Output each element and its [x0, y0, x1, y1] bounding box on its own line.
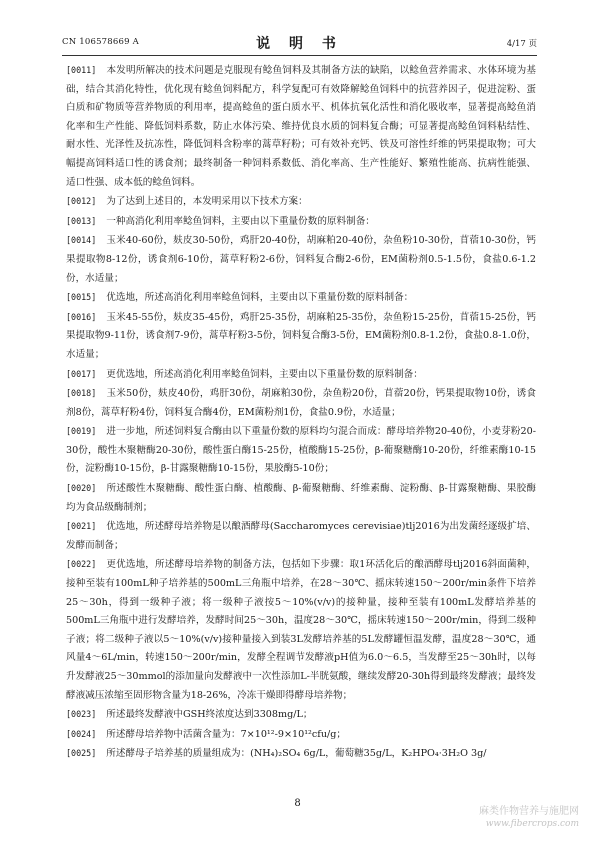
paragraph-number: [0025]: [66, 748, 97, 759]
paragraph-text: 所述酵母子培养基的质量组成为：(NH₄)₂SO₄ 6g/L，葡萄糖35g/L，K₂HPO₄·3H₂O 3g/: [106, 748, 487, 760]
watermark-url: www.fibercrops.com: [485, 819, 579, 829]
paragraph-text: 玉米45-55份，麸皮35-45份，鸡肝25-35份，胡麻粕25-35份，杂鱼粉15-25份，苜蓿15-25份，钙果提取物9-11份，诱食剂7-9份，蒿草籽粉3-5份，饲料复合酶3-5份，EM菌粉剂0.8-1.2份，食盐0.8-1.0份，水适量；: [66, 311, 536, 360]
paragraph-text: 玉米50份，麸皮40份，鸡肝30份，胡麻粕30份，杂鱼粉20份，苜蓿20份，钙果提取物10份，诱食剂8份，蒿草籽粉4份，饲料复合酶4份，EM菌粉剂1份，食盐0.9份，水适量；: [66, 388, 536, 418]
paragraph-text: 为了达到上述目的，本发明采用以下技术方案：: [106, 196, 308, 208]
paragraph-text: 优选地，所述酵母培养物是以酿酒酵母(Saccharomyces cerevisiae)tlj2016为出发菌经逐级扩培、发酵而制备；: [66, 521, 536, 551]
paragraph: [66, 517, 536, 555]
paragraph-text: 所述酵母培养物中活菌含量为：7×10¹²-9×10¹²cfu/g；: [106, 728, 346, 740]
paragraph-number: [0011]: [66, 65, 97, 75]
document-title: 说 明 书: [256, 36, 343, 52]
patent-number: CN 106578669 A: [62, 37, 139, 47]
paragraph-text: 本发明所解决的技术问题是克服现有鲶鱼饲料及其制备方法的缺陷，以鲶鱼营养需求、水体环境为基础，结合其消化特性，优化现有鲶鱼饲料配方，科学复配可有效降解鲶鱼饲料中的抗营养因子，促进淀粉、蛋白质和矿物质等营养物质的利用率，提高鲶鱼的蛋白质水平、机体抗氧化活性和消化吸收率，显著提高鲶鱼消化率和生产性能、降低饲料系数，防止水体污染、维持优良水质的饲料复合酶；可显著提高鲶鱼饲料粘结性、耐水性、光泽性及抗冻性，降低饲料含粉率的蒿草籽粉；可有效补充钙、铁及可溶性纤维的钙果提取物；可大幅提高饲料适口性的诱食剂；最终制备一种饲料系数低、消化率高、生产性能好、繁殖性能高、抗病性能强、适口性强、成本低的鲶鱼饲料。: [66, 65, 536, 188]
paragraph: [66, 212, 536, 232]
paragraph-text: 所述最终发酵液中GSH终浓度达到3308mg/L；: [106, 709, 313, 721]
paragraph: [66, 231, 536, 288]
paragraph-text: 优选地，所述高消化利用率鲶鱼饲料，主要由以下重量份数的原料制备：: [106, 292, 414, 304]
paragraph: [66, 705, 536, 725]
paragraph-number: [0023]: [66, 709, 97, 720]
paragraph-number: [0012]: [66, 196, 97, 207]
paragraph-text: 更优选地，所述酵母培养物的制备方法，包括如下步骤：取1环活化后的酿酒酵母tlj2016斜面菌种，接种至装有100mL种子培养基的500mL三角瓶中培养，在28～30℃、摇床转速150～200r/min条件下培养25～30h，得到一级种子液；将一级种子液按5～10%(v/v)的接种量，接种至装有100mL发酵培养基的500mL三角瓶中进行发酵培养，发酵时间25～30h，温度28～30℃，摇床转速150～200r/min，得到二级种子液；将二级种子液以5～10%(v/v)接种量接入到装3L发酵培养基的5L发酵罐恒温发酵，温度28～30℃，通风量4～6L/min，转速150～200r/min，发酵全程调节发酵液pH值为6.0～6.5，当发酵至25～30h时，以每升发酵液25～30mmol的添加量向发酵液中一次性添加L-半胱氨酸，继续发酵20-30h得到最终发酵液；最终发酵液减压浓缩至固形物含量为18-26%，冷冻干燥即得酵母培养物；: [66, 559, 536, 701]
paragraph-number: [0013]: [66, 215, 97, 226]
paragraph-text: 一种高消化利用率鲶鱼饲料，主要由以下重量份数的原料制备：: [106, 215, 375, 227]
paragraph-text: 所述酸性木聚糖酶、酸性蛋白酶、植酸酶、β-葡聚糖酶、纤维素酶、淀粉酶、β-甘露聚糖酶、果胶酶均为食品级酶制剂；: [66, 483, 536, 513]
paragraph-number: [0024]: [66, 728, 97, 739]
paragraph-number: [0018]: [66, 388, 97, 399]
paragraph: [66, 725, 536, 745]
header-divider: [62, 55, 537, 56]
paragraph-number: [0021]: [66, 521, 97, 532]
paragraph-number: [0019]: [66, 426, 97, 437]
paragraph-number: [0020]: [66, 483, 97, 494]
paragraph: [66, 61, 536, 192]
paragraph-text: 玉米40-60份，麸皮30-50份，鸡肝20-40份，胡麻粕20-40份，杂鱼粉10-30份，苜蓿10-30份，钙果提取物8-12份，诱食剂6-10份，蒿草籽粉2-6份，饲料复合酶2-6份，EM菌粉剂0.5-1.5份，食盐0.6-1.2份，水适量；: [66, 235, 536, 284]
watermark-site-name: 麻类作物营养与施肥网: [479, 806, 579, 817]
paragraph: [66, 288, 536, 308]
paragraph-number: [0016]: [66, 311, 97, 322]
paragraph: [66, 192, 536, 212]
paragraph: [66, 308, 536, 365]
paragraph: [66, 384, 536, 422]
paragraph-number: [0017]: [66, 368, 97, 379]
paragraph-number: [0022]: [66, 559, 97, 570]
page-header: [62, 33, 537, 51]
page-indicator: 4/17 页: [506, 39, 537, 49]
paragraph-number: [0015]: [66, 292, 97, 303]
paragraph: [66, 365, 536, 385]
paragraph: [66, 744, 536, 764]
paragraph-text: 更优选地，所述高消化利用率鲶鱼饲料，主要由以下重量份数的原料制备：: [106, 368, 423, 380]
paragraph-text: 进一步地，所述饲料复合酶由以下重量份数的原料均匀混合而成：酵母培养物20-40份，小麦芽粉20-30份，酸性木聚糖酶20-30份，酸性蛋白酶15-25份，植酸酶15-25份，β-葡聚糖酶10-20份，纤维素酶10-15份，淀粉酶10-15份，β-甘露聚糖酶10-15份，果胶酶5-10份；: [66, 426, 536, 475]
paragraph: [66, 479, 536, 517]
page-number: 8: [294, 798, 301, 809]
paragraph-number: [0014]: [66, 235, 97, 246]
document-body: [66, 61, 536, 764]
watermark: [479, 806, 579, 830]
paragraph: [66, 555, 536, 705]
paragraph: [66, 422, 536, 479]
